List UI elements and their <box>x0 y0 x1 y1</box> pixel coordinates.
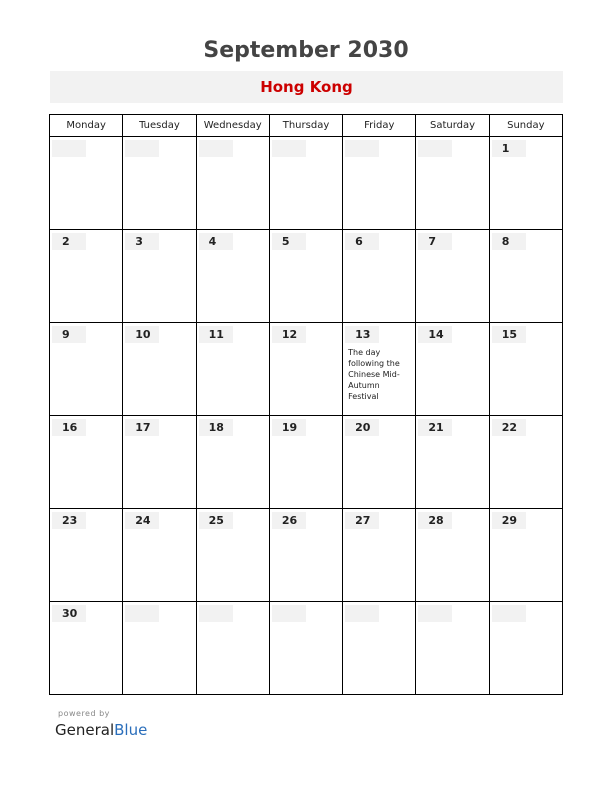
day-number: 26 <box>272 512 306 529</box>
day-number: 10 <box>125 326 159 343</box>
day-cell <box>416 509 489 602</box>
day-number: 29 <box>492 512 526 529</box>
day-cell <box>123 602 196 695</box>
day-cell <box>343 323 416 416</box>
day-cell <box>343 416 416 509</box>
day-number <box>125 605 159 622</box>
day-cell <box>343 137 416 230</box>
week-row <box>50 323 563 416</box>
day-cell <box>196 137 269 230</box>
day-number: 6 <box>345 233 379 250</box>
day-cell <box>269 416 342 509</box>
region-name: Hong Kong <box>50 71 563 103</box>
powered-by-text: powered by <box>58 709 110 718</box>
day-number: 22 <box>492 419 526 436</box>
calendar-grid <box>49 114 563 695</box>
day-number: 8 <box>492 233 526 250</box>
weekday-header: Friday <box>343 115 416 137</box>
brand-general: General <box>55 721 115 739</box>
day-number <box>199 140 233 157</box>
week-row <box>50 416 563 509</box>
day-number <box>418 140 452 157</box>
day-cell <box>489 602 562 695</box>
day-cell <box>123 230 196 323</box>
day-cell <box>269 137 342 230</box>
week-row <box>50 602 563 695</box>
week-row <box>50 230 563 323</box>
day-cell <box>343 230 416 323</box>
day-number: 14 <box>418 326 452 343</box>
day-cell <box>196 323 269 416</box>
day-number: 21 <box>418 419 452 436</box>
day-number: 3 <box>125 233 159 250</box>
day-cell <box>269 323 342 416</box>
day-cell <box>489 230 562 323</box>
day-cell <box>50 137 123 230</box>
day-number <box>52 140 86 157</box>
day-cell <box>196 416 269 509</box>
calendar-title: September 2030 <box>203 38 409 63</box>
day-number: 4 <box>199 233 233 250</box>
day-cell <box>489 323 562 416</box>
day-cell <box>269 602 342 695</box>
weekday-header: Saturday <box>416 115 489 137</box>
day-cell <box>269 230 342 323</box>
holiday-label: The day following the Chinese Mid-Autumn Festival <box>348 348 400 401</box>
day-cell <box>50 230 123 323</box>
day-number: 25 <box>199 512 233 529</box>
day-cell <box>269 509 342 602</box>
day-number: 18 <box>199 419 233 436</box>
day-number: 17 <box>125 419 159 436</box>
weekday-header: Wednesday <box>196 115 269 137</box>
day-number: 12 <box>272 326 306 343</box>
day-cell <box>416 323 489 416</box>
day-number: 23 <box>52 512 86 529</box>
day-cell <box>416 230 489 323</box>
day-number <box>272 140 306 157</box>
day-number: 13 <box>345 326 379 343</box>
week-row <box>50 509 563 602</box>
day-cell <box>343 602 416 695</box>
day-cell <box>416 416 489 509</box>
day-number: 5 <box>272 233 306 250</box>
day-cell <box>416 602 489 695</box>
day-number: 19 <box>272 419 306 436</box>
day-number: 2 <box>52 233 86 250</box>
week-row <box>50 137 563 230</box>
day-number: 24 <box>125 512 159 529</box>
day-cell <box>416 137 489 230</box>
day-number: 27 <box>345 512 379 529</box>
day-number: 28 <box>418 512 452 529</box>
day-number: 7 <box>418 233 452 250</box>
day-cell <box>123 137 196 230</box>
weekday-header: Thursday <box>269 115 342 137</box>
day-number: 1 <box>492 140 526 157</box>
day-cell <box>196 230 269 323</box>
day-number: 9 <box>52 326 86 343</box>
weekday-header: Sunday <box>489 115 562 137</box>
day-number: 15 <box>492 326 526 343</box>
day-number: 30 <box>52 605 86 622</box>
weekday-header-row <box>50 115 563 137</box>
day-cell <box>50 323 123 416</box>
day-number <box>199 605 233 622</box>
weekday-header: Monday <box>50 115 123 137</box>
day-number: 16 <box>52 419 86 436</box>
day-cell <box>489 416 562 509</box>
day-cell <box>196 509 269 602</box>
generalblue-logo[interactable] <box>55 721 147 739</box>
day-number <box>125 140 159 157</box>
day-number <box>418 605 452 622</box>
day-cell <box>123 323 196 416</box>
day-cell <box>489 137 562 230</box>
day-cell <box>123 416 196 509</box>
day-number <box>272 605 306 622</box>
day-number <box>345 605 379 622</box>
day-cell <box>50 416 123 509</box>
day-cell <box>196 602 269 695</box>
day-cell <box>343 509 416 602</box>
weekday-header: Tuesday <box>123 115 196 137</box>
day-cell <box>50 602 123 695</box>
day-number <box>492 605 526 622</box>
day-number: 11 <box>199 326 233 343</box>
brand-blue: Blue <box>114 721 148 739</box>
day-cell <box>123 509 196 602</box>
day-cell <box>489 509 562 602</box>
day-cell <box>50 509 123 602</box>
day-number <box>345 140 379 157</box>
day-number: 20 <box>345 419 379 436</box>
